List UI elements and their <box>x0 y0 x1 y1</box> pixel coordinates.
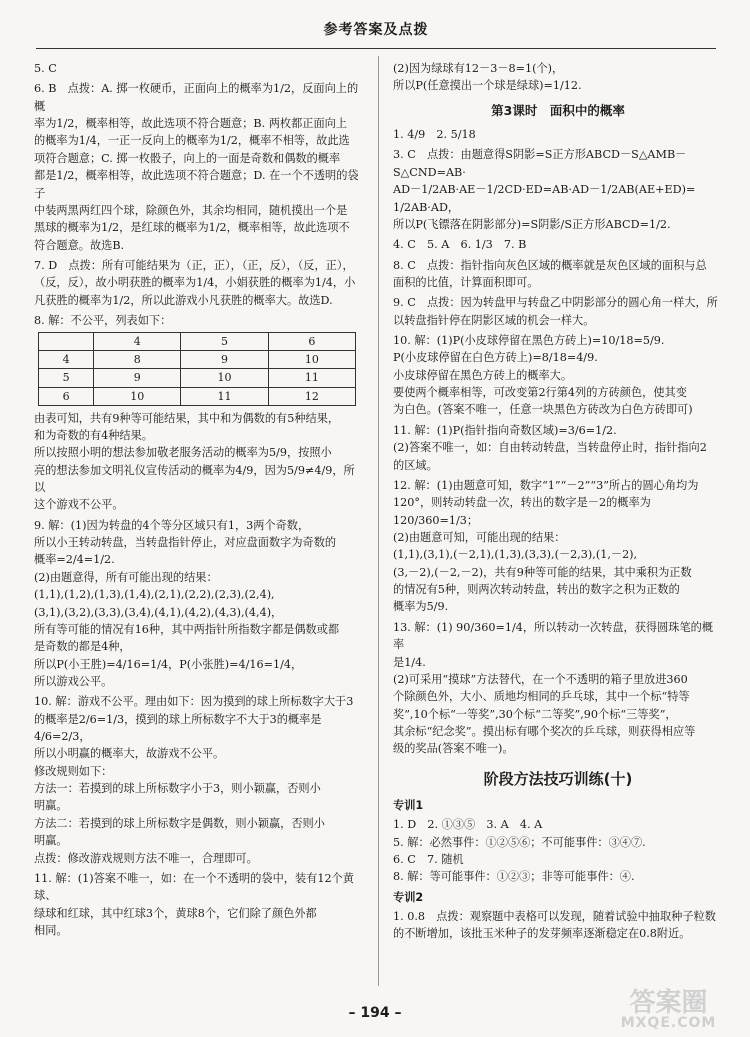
column-divider <box>378 56 379 986</box>
watermark-logo <box>601 990 736 1032</box>
answer-6-line: 项符合题意；C. 掷一枚骰子，向上的一面是奇数和偶数的概率 <box>34 151 341 165</box>
answer-10-line: 方法一：若摸到的球上所标数字小于3，则小颖赢，否则小 <box>34 782 321 796</box>
answer-9-line: 9. 解：(1)因为转盘的4个等分区域只有1，3两个奇数， <box>34 518 310 532</box>
table-row <box>39 333 356 351</box>
answer-10-line: 10. 解：游戏不公平。理由如下：因为摸到的球上所标数字大于3 <box>34 695 354 709</box>
lesson-title: 第3课时 面积中的概率 <box>491 102 625 118</box>
lesson-answer-12-line: 概率为5/9. <box>393 600 449 614</box>
watermark-line1: 答案圈 <box>629 988 708 1018</box>
answer-10-line: 的概率是2/6=1/3，摸到的球上所标数字不大于3的概率是 <box>34 712 322 726</box>
lesson-answer-11-line: 的区域。 <box>393 458 438 472</box>
table-row <box>39 351 356 369</box>
left-column <box>34 60 364 942</box>
answer-6-line: 6. B 点拨：A. 掷一枚硬币，正面向上的概率为1/2，反面向上的概 <box>34 82 359 113</box>
answer-6-line: 中装两黑两红四个球，除颜色外，其余均相同，随机摸出一个是 <box>34 203 348 217</box>
answer-10-line: 方法二：若摸到的球上所标数字是偶数，则小颖赢，否则小 <box>34 816 325 830</box>
answer-8-intro: 8. 解：不公平，列表如下： <box>34 314 172 328</box>
special-1-line: 5. 解：必然事件：①②⑤⑥；不可能事件：③④⑦. <box>393 835 646 849</box>
lesson-answer-11-line: (2)答案不唯一，如：自由转动转盘，当转盘停止时，指针指向2 <box>393 441 707 455</box>
lesson-answer-12-line: 12. 解：(1)由题意可知，数字“1”“－2”“3”所占的圆心角均为 <box>393 478 699 492</box>
special-1-line: 6. C 7. 随机 <box>393 853 464 866</box>
answer-8-line: 亮的想法参加文明礼仪宣传活动的概率为4/9，因为5/9≠4/9，所以 <box>34 463 355 495</box>
lesson-answer-1-text: 1. 4/9 2. 5/18 <box>393 128 476 142</box>
answer-10-line: 明赢。 <box>34 834 68 848</box>
answer-9-line: 所以P(小王胜)=4/16=1/4，P(小张胜)=4/16=1/4， <box>34 657 303 671</box>
answer-11-line: 所以P(任意摸出一个球是绿球)=1/12. <box>393 79 582 93</box>
lesson-answer-13 <box>393 619 723 758</box>
answer-10-line: 点拨：修改游戏规则方法不唯一，合理即可。 <box>34 851 258 865</box>
answer-6 <box>34 80 364 254</box>
answer-8-line: 这个游戏不公平。 <box>34 498 124 512</box>
lesson-answer-13-line: 13. 解：(1) 90/360=1/4，所以转动一次转盘，获得圆珠笔的概率 <box>393 620 714 652</box>
answer-6-line: 符合题意。故选B. <box>34 238 125 252</box>
lesson-answer-3-line: 所以P(飞镖落在阴影部分)=S阴影/S正方形ABCD=1/2. <box>393 217 671 231</box>
lesson-answer-12-line: 的情况有5种，则两次转动转盘，转出的数字之积为正数的 <box>393 583 680 597</box>
answer-9-line: (2)由题意得，所有可能出现的结果： <box>34 570 218 584</box>
table-cell: 5 <box>181 333 268 351</box>
lesson-answer-10-line: P(小皮球停留在白色方砖上)=8/18=4/9. <box>393 351 598 365</box>
answer-10-line: 修改规则如下： <box>34 764 113 778</box>
answer-10-line: 明赢。 <box>34 799 68 813</box>
lesson-answer-3-line: AD－1/2AB·AE－1/2CD·ED=AB·AD－1/2AB(AE+ED)= <box>393 183 696 197</box>
special-2-line: 1. 0.8 点拨：观察题中表格可以发现，随着试验中抽取种子粒数 <box>393 910 716 924</box>
table-row <box>39 387 356 405</box>
lesson-answer-13-line: 级的奖品(答案不唯一)。 <box>393 742 514 756</box>
lesson-answer-11-line: 11. 解：(1)P(指针指向奇数区域)=3/6=1/2. <box>393 423 617 437</box>
answer-9-line: (1,1),(1,2),(1,3),(1,4),(2,1),(2,2),(2,3),(2,4), <box>34 588 275 602</box>
answer-11 <box>34 870 364 939</box>
lesson-answer-10-line: 小皮球停留在黑色方砖上的概率大。 <box>393 368 573 382</box>
section-title: 阶段方法技巧训练(十) <box>483 769 633 788</box>
lesson-answer-9-line: 以转盘指针停在阴影区域的机会一样大。 <box>393 313 595 327</box>
table-cell: 11 <box>181 387 268 405</box>
header-title: 参考答案及点拨 <box>323 22 429 38</box>
sum-table <box>38 332 356 405</box>
lesson-answer-10 <box>393 332 723 419</box>
answer-7-line: 7. D 点拨：所有可能结果为（正，正），（正，反），（反，正）， <box>34 258 354 272</box>
answer-6-line: 率为1/2，概率相等，故此选项不符合题意；B. 两枚都正面向上 <box>34 117 348 131</box>
special-2-line: 的不断增加，该批玉米种子的发芽频率逐渐稳定在0.8附近。 <box>393 927 691 941</box>
table-cell: 6 <box>268 333 355 351</box>
lesson-answer-12-line: 120°，则转动转盘一次，转出的数字是－2的概率为120/360=1/3； <box>393 496 651 527</box>
lesson-answer-4-text: 4. C 5. A 6. 1/3 7. B <box>393 238 527 252</box>
lesson-answer-12 <box>393 477 723 616</box>
lesson-answer-3-line: 1/2AB·AD， <box>393 200 460 214</box>
watermark-line2: MXQE.COM <box>620 1015 717 1031</box>
table-cell: 10 <box>94 387 181 405</box>
answer-8-line: 和为奇数的有4种结果。 <box>34 428 153 442</box>
answer-9-line: 概率=2/4=1/2. <box>34 553 115 567</box>
table-cell: 8 <box>94 351 181 369</box>
answer-9-line: 所以游戏公平。 <box>34 674 113 688</box>
lesson-answer-4 <box>393 236 723 253</box>
table-cell: 9 <box>181 351 268 369</box>
lesson-answer-13-line: 是1/4. <box>393 655 426 669</box>
right-column <box>393 60 723 946</box>
answer-6-line: 的概率为1/4，一正一反向上的概率为1/2，概率不相等，故此选 <box>34 134 350 148</box>
answer-11-line: (2)因为绿球有12－3－8=1(个)， <box>393 62 564 75</box>
answer-11-line: 绿球和红球，其中红球3个，黄球8个，它们除了颜色外都 <box>34 906 317 920</box>
special-training-2 <box>393 908 723 943</box>
lesson-answer-11 <box>393 422 723 474</box>
special-training-1 <box>393 816 723 885</box>
lesson-answer-9 <box>393 294 723 329</box>
lesson-answer-13-line: (2)可采用“摸球”方法替代，在一个不透明的箱子里放进360 <box>393 672 688 686</box>
lesson-answer-3 <box>393 146 723 233</box>
answer-10 <box>34 693 364 867</box>
answer-9-line: 所有等可能的情况有16种，其中两指针所指数字都是偶数或都 <box>34 622 340 636</box>
table-cell: 4 <box>39 351 94 369</box>
answer-5 <box>34 60 364 77</box>
answer-7-line: （反，反），故小明获胜的概率为1/4，小娟获胜的概率为1/4，小 <box>34 276 356 290</box>
lesson-answer-10-line: 要使两个概率相等，可改变第2行第4列的方砖颜色，使其变 <box>393 386 687 400</box>
answer-6-line: 黑球的概率为1/2，是红球的概率为1/2，概率相等，故此选项不 <box>34 221 350 235</box>
lesson-answer-8-line: 8. C 点拨：指针指向灰色区域的概率就是灰色区域的面积与总 <box>393 258 707 272</box>
lesson-answer-12-line: (1,1),(3,1),(－2,1),(1,3),(3,3),(－2,3),(1,－2), <box>393 548 638 562</box>
answer-11-line: 相同。 <box>34 924 68 937</box>
special-training-1-title: 专训1 <box>393 798 424 812</box>
answer-10-line: 所以小明赢的概率大，故游戏不公平。 <box>34 747 225 761</box>
page-number: – 194 – <box>348 1005 402 1021</box>
lesson-answer-10-line: 10. 解：(1)P(小皮球停留在黑色方砖上)=10/18=5/9. <box>393 334 665 348</box>
answer-7 <box>34 257 364 309</box>
lesson-answer-12-line: (2)由题意可知，可能出现的结果： <box>393 531 566 544</box>
lesson-answer-3-line: 3. C 点拨：由题意得S阴影=S正方形ABCD－S△AMB－S△CND=AB· <box>393 148 687 179</box>
table-cell: 10 <box>181 369 268 387</box>
lesson-answer-1 <box>393 126 723 143</box>
answer-9-line: 是奇数的都是4种， <box>34 640 131 654</box>
table-cell: 5 <box>39 369 94 387</box>
lesson-answer-12-line: (3,－2),(－2,－2)，共有9种等可能的结果，其中乘积为正数 <box>393 565 692 579</box>
lesson-answer-8 <box>393 257 723 292</box>
answer-7-line: 凡获胜的概率为1/2，所以此游戏小凡获胜的概率大。故选D. <box>34 293 333 307</box>
table-cell: 11 <box>268 369 355 387</box>
page-header <box>36 20 716 49</box>
answer-6-line: 都是1/2，概率相等，故此选项不符合题意；D. 在一个不透明的袋子 <box>34 169 359 200</box>
special-training-2-title: 专训2 <box>393 890 424 904</box>
table-row <box>39 369 356 387</box>
answer-8-line: 由表可知，共有9种等可能结果，其中和为偶数的有5种结果， <box>34 411 340 425</box>
answer-8 <box>34 312 364 514</box>
lesson-answer-10-line: 为白色。(答案不唯一，任意一块黑色方砖改为白色方砖即可) <box>393 403 693 417</box>
answer-10-line: 4/6=2/3， <box>34 730 91 744</box>
table-cell: 4 <box>94 333 181 351</box>
lesson-answer-13-line: 其余标“纪念奖”。摸出标有哪个奖次的乒乓球，则获得相应等 <box>393 724 696 738</box>
answer-9-line: 所以小王转动转盘，当转盘指针停止，对应盘面数字为奇数的 <box>34 536 337 550</box>
lesson-answer-8-line: 面积的比值，计算面积即可。 <box>393 275 539 289</box>
answer-9-line: (3,1),(3,2),(3,3),(3,4),(4,1),(4,2),(4,3),(4,4)， <box>34 605 283 619</box>
table-cell: 10 <box>268 351 355 369</box>
special-1-line: 1. D 2. ①③⑤ 3. A 4. A <box>393 818 543 832</box>
lesson-answer-13-line: 个除颜色外，大小、质地均相同的乒乓球，其中一个标“特等 <box>393 690 690 704</box>
lesson-answer-9-line: 9. C 点拨：因为转盘甲与转盘乙中阴影部分的圆心角一样大，所 <box>393 296 718 310</box>
answer-8-line: 所以按照小明的想法参加敬老服务活动的概率为5/9，按照小 <box>34 446 332 460</box>
special-1-line: 8. 解：等可能事件：①②③；非等可能事件：④. <box>393 870 635 884</box>
answer-9 <box>34 517 364 691</box>
table-cell: 6 <box>39 387 94 405</box>
answer-11-line: 11. 解：(1)答案不唯一，如：在一个不透明的袋中，装有12个黄球、 <box>34 871 354 903</box>
answer-11-continued <box>393 60 723 95</box>
table-cell: 9 <box>94 369 181 387</box>
table-cell <box>39 333 94 351</box>
lesson-answer-13-line: 奖”,10个标“一等奖”,30个标“二等奖”,90个标“三等奖”， <box>393 707 677 721</box>
table-cell: 12 <box>268 387 355 405</box>
answer-5-text: 5. C <box>34 62 57 75</box>
